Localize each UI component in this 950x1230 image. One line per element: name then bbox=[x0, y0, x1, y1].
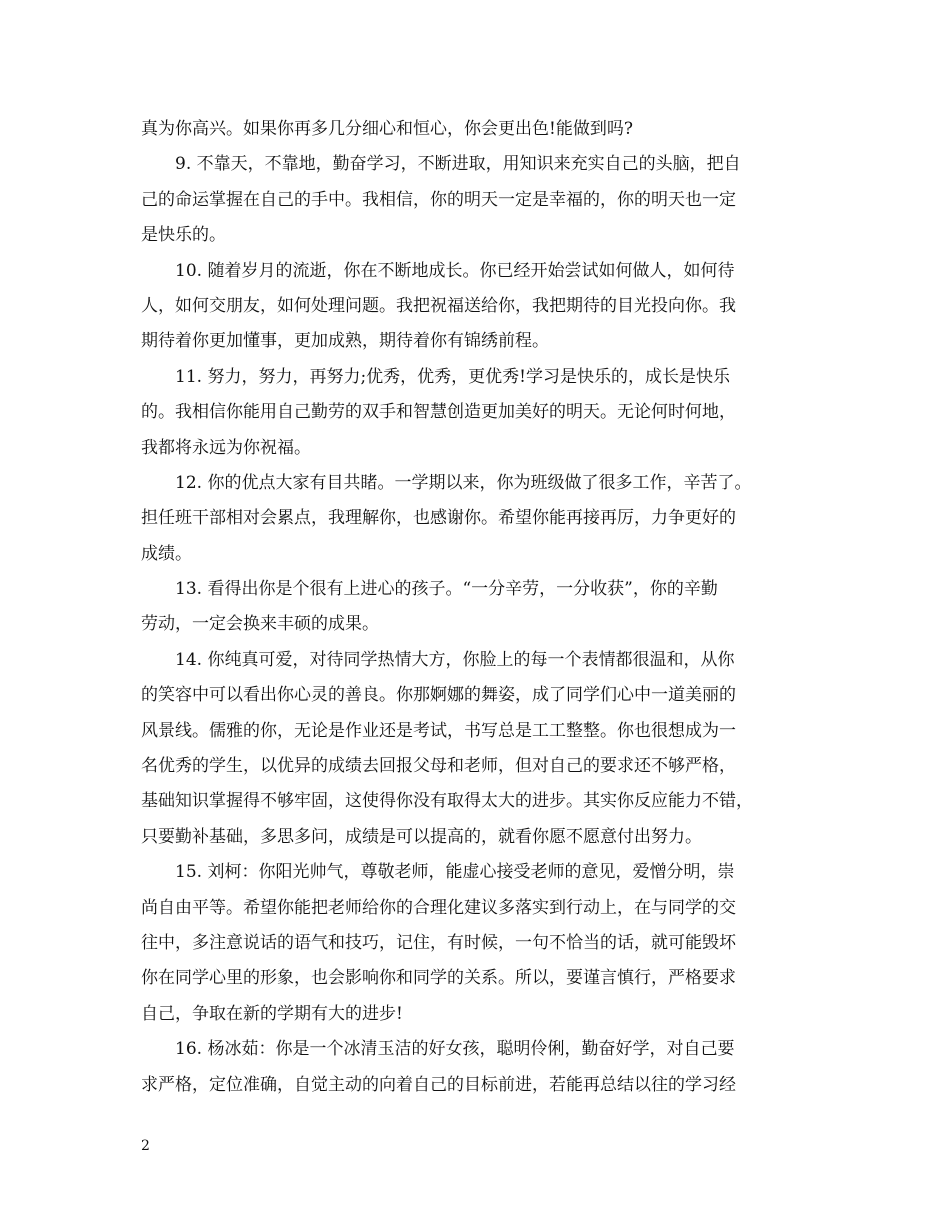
text-line: 是快乐的。 bbox=[141, 225, 226, 246]
text-line: 只要勤补基础，多思多问，成绩是可以提高的，就看你愿不愿意付出努力。 bbox=[141, 826, 702, 847]
text-line: 期待着你更加懂事，更加成熟，期待着你有锦绣前程。 bbox=[141, 331, 549, 352]
text-line: 名优秀的学生，以优异的成绩去回报父母和老师，但对自己的要求还不够严格， bbox=[141, 756, 736, 777]
page-number: 2 bbox=[141, 1138, 150, 1154]
text-line: 9. 不靠天，不靠地，勤奋学习，不断进取，用知识来充实自己的头脑，把自 bbox=[175, 154, 741, 175]
text-line: 你在同学心里的形象，也会影响你和同学的关系。所以，要谨言慎行，严格要求 bbox=[141, 968, 736, 989]
text-line: 12. 你的优点大家有目共睹。一学期以来，你为班级做了很多工作，辛苦了。 bbox=[175, 472, 752, 493]
text-line: 13. 看得出你是个很有上进心的孩子。“一分辛劳，一分收获”，你的辛勤 bbox=[175, 579, 718, 600]
text-line: 我都将永远为你祝福。 bbox=[141, 437, 311, 458]
text-line: 10. 随着岁月的流逝，你在不断地成长。你已经开始尝试如何做人，如何待 bbox=[175, 260, 735, 281]
text-line: 基础知识掌握得不够牢固，这使得你没有取得太大的进步。其实你反应能力不错， bbox=[141, 791, 753, 812]
text-line: 14. 你纯真可爱，对待同学热情大方，你脸上的每一个表情都很温和，从你 bbox=[175, 649, 735, 670]
text-line: 真为你高兴。如果你再多几分细心和恒心，你会更出色!能做到吗? bbox=[141, 119, 633, 139]
text-line: 成绩。 bbox=[141, 543, 192, 564]
text-line: 风景线。儒雅的你，无论是作业还是考试，书写总是工工整整。你也很想成为一 bbox=[141, 720, 736, 741]
text-line: 己的命运掌握在自己的手中。我相信，你的明天一定是幸福的，你的明天也一定 bbox=[141, 189, 736, 210]
text-line: 的。我相信你能用自己勤劳的双手和智慧创造更加美好的明天。无论何时何地， bbox=[141, 402, 736, 423]
text-line: 自己，争取在新的学期有大的进步! bbox=[141, 1003, 403, 1024]
text-line: 人，如何交朋友，如何处理问题。我把祝福送给你，我把期待的目光投向你。我 bbox=[141, 295, 736, 316]
text-line: 担任班干部相对会累点，我理解你，也感谢你。希望你能再接再厉，力争更好的 bbox=[141, 508, 736, 529]
text-line: 的笑容中可以看出你心灵的善良。你那婀娜的舞姿，成了同学们心中一道美丽的 bbox=[141, 685, 736, 706]
text-line: 劳动，一定会换来丰硕的成果。 bbox=[141, 614, 379, 635]
text-line: 16. 杨冰茹：你是一个冰清玉洁的好女孩，聪明伶俐，勤奋好学，对自己要 bbox=[175, 1039, 735, 1060]
text-line: 11. 努力，努力，再努力;优秀，优秀，更优秀!学习是快乐的，成长是快乐 bbox=[175, 366, 730, 387]
text-line: 15. 刘柯：你阳光帅气，尊敬老师，能虚心接受老师的意见，爱憎分明，崇 bbox=[175, 862, 735, 883]
document-body bbox=[141, 112, 816, 1103]
text-line: 求严格，定位准确，自觉主动的向着自己的目标前进，若能再总结以往的学习经 bbox=[141, 1074, 736, 1095]
text-line: 尚自由平等。希望你能把老师给你的合理化建议多落实到行动上，在与同学的交 bbox=[141, 897, 736, 918]
text-line: 往中，多注意说话的语气和技巧，记住，有时候，一句不恰当的话，就可能毁坏 bbox=[141, 932, 736, 953]
